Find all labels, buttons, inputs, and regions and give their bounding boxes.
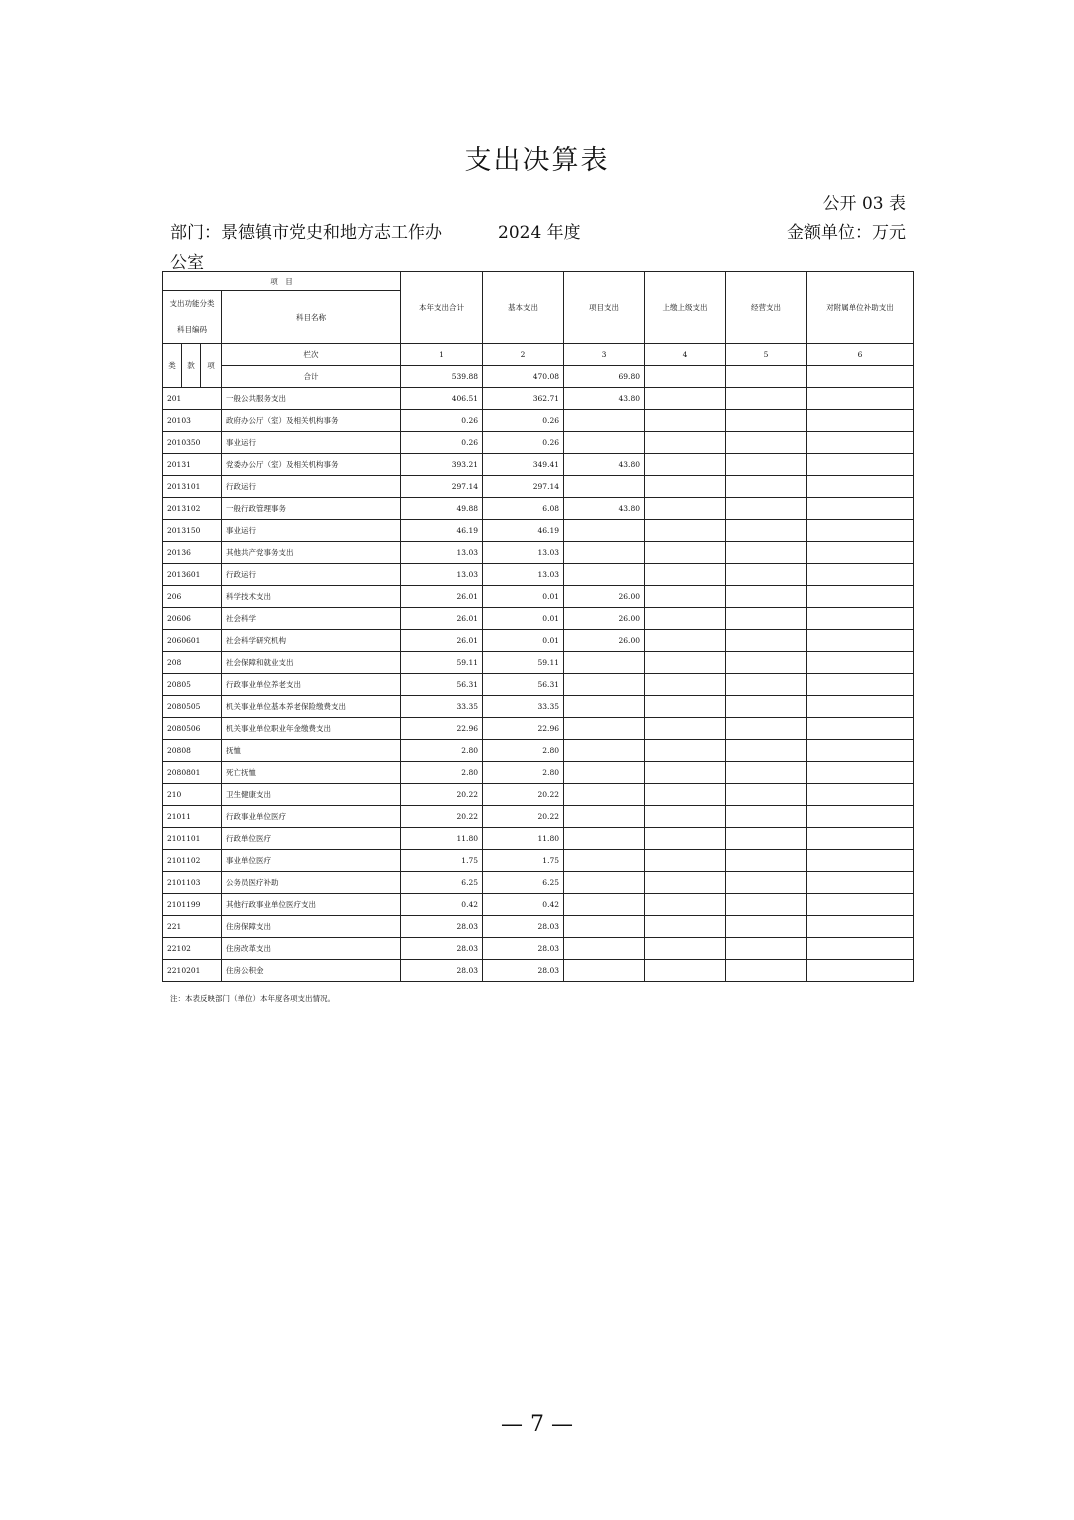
row-subsidy <box>807 410 914 432</box>
col-num: 1 <box>401 344 483 366</box>
lei-header: 类 <box>163 344 182 388</box>
row-subsidy <box>807 498 914 520</box>
row-business <box>726 872 807 894</box>
col-header-upper: 上缴上级支出 <box>645 272 726 344</box>
row-subsidy <box>807 652 914 674</box>
row-subsidy <box>807 630 914 652</box>
row-subsidy <box>807 586 914 608</box>
row-subject-name: 社会保障和就业支出 <box>222 652 401 674</box>
row-upper <box>645 432 726 454</box>
func-code-header: 支出功能分类科目编码 <box>163 291 222 344</box>
row-subject-name: 社会科学 <box>222 608 401 630</box>
row-business <box>726 674 807 696</box>
row-project <box>564 696 645 718</box>
row-subsidy <box>807 850 914 872</box>
table-row <box>163 652 914 674</box>
row-upper <box>645 564 726 586</box>
row-total: 2.80 <box>401 762 483 784</box>
row-project <box>564 520 645 542</box>
table-row <box>163 542 914 564</box>
table-row <box>163 696 914 718</box>
row-total: 28.03 <box>401 938 483 960</box>
row-subject-name: 一般公共服务支出 <box>222 388 401 410</box>
row-subject-name: 行政运行 <box>222 476 401 498</box>
total-value: 470.08 <box>483 366 564 388</box>
table-row <box>163 916 914 938</box>
row-subsidy <box>807 454 914 476</box>
row-project <box>564 564 645 586</box>
row-business <box>726 542 807 564</box>
row-total: 20.22 <box>401 806 483 828</box>
total-value: 539.88 <box>401 366 483 388</box>
table-row <box>163 938 914 960</box>
row-code: 2080505 <box>163 696 222 718</box>
table-row <box>163 960 914 982</box>
row-subsidy <box>807 762 914 784</box>
row-subject-name: 卫生健康支出 <box>222 784 401 806</box>
row-business <box>726 806 807 828</box>
row-project <box>564 938 645 960</box>
table-row <box>163 850 914 872</box>
row-subject-name: 事业单位医疗 <box>222 850 401 872</box>
row-business <box>726 432 807 454</box>
row-subject-name: 公务员医疗补助 <box>222 872 401 894</box>
row-subject-name: 其他共产党事务支出 <box>222 542 401 564</box>
row-total: 0.26 <box>401 432 483 454</box>
row-project <box>564 828 645 850</box>
table-row <box>163 674 914 696</box>
row-basic: 6.25 <box>483 872 564 894</box>
row-code: 20805 <box>163 674 222 696</box>
row-subject-name: 政府办公厅（室）及相关机构事务 <box>222 410 401 432</box>
row-subsidy <box>807 608 914 630</box>
project-header: 项 目 <box>163 272 401 291</box>
table-row <box>163 828 914 850</box>
row-upper <box>645 806 726 828</box>
row-code: 2210201 <box>163 960 222 982</box>
row-upper <box>645 784 726 806</box>
row-upper <box>645 916 726 938</box>
total-value <box>726 366 807 388</box>
row-total: 13.03 <box>401 542 483 564</box>
row-business <box>726 938 807 960</box>
row-total: 2.80 <box>401 740 483 762</box>
row-code: 210 <box>163 784 222 806</box>
row-subject-name: 住房改革支出 <box>222 938 401 960</box>
row-business <box>726 740 807 762</box>
row-business <box>726 410 807 432</box>
table-row <box>163 806 914 828</box>
row-business <box>726 630 807 652</box>
col-num: 6 <box>807 344 914 366</box>
row-business <box>726 960 807 982</box>
row-basic: 20.22 <box>483 806 564 828</box>
row-subject-name: 抚恤 <box>222 740 401 762</box>
row-total: 297.14 <box>401 476 483 498</box>
row-total: 59.11 <box>401 652 483 674</box>
table-row <box>163 586 914 608</box>
row-total: 6.25 <box>401 872 483 894</box>
row-code: 2080801 <box>163 762 222 784</box>
row-business <box>726 454 807 476</box>
row-code: 2010350 <box>163 432 222 454</box>
row-basic: 0.26 <box>483 432 564 454</box>
row-basic: 2.80 <box>483 762 564 784</box>
row-project <box>564 960 645 982</box>
row-project <box>564 872 645 894</box>
fiscal-year: 2024 年度 <box>498 223 581 243</box>
row-basic: 28.03 <box>483 916 564 938</box>
row-basic: 13.03 <box>483 542 564 564</box>
row-basic: 6.08 <box>483 498 564 520</box>
form-number: 公开 03 表 <box>822 194 906 214</box>
row-subject-name: 党委办公厅（室）及相关机构事务 <box>222 454 401 476</box>
row-upper <box>645 630 726 652</box>
row-business <box>726 894 807 916</box>
row-project: 43.80 <box>564 388 645 410</box>
total-value <box>807 366 914 388</box>
row-basic: 33.35 <box>483 696 564 718</box>
row-total: 1.75 <box>401 850 483 872</box>
row-subsidy <box>807 938 914 960</box>
row-code: 2101101 <box>163 828 222 850</box>
row-upper <box>645 388 726 410</box>
col-num: 2 <box>483 344 564 366</box>
row-code: 2013101 <box>163 476 222 498</box>
row-subsidy <box>807 784 914 806</box>
row-subsidy <box>807 960 914 982</box>
kuan-header: 款 <box>182 344 201 388</box>
row-business <box>726 388 807 410</box>
row-business <box>726 696 807 718</box>
row-upper <box>645 652 726 674</box>
row-basic: 0.01 <box>483 608 564 630</box>
row-total: 406.51 <box>401 388 483 410</box>
row-total: 0.26 <box>401 410 483 432</box>
row-subsidy <box>807 476 914 498</box>
table-row <box>163 454 914 476</box>
row-upper <box>645 520 726 542</box>
row-total: 26.01 <box>401 608 483 630</box>
row-basic: 22.96 <box>483 718 564 740</box>
row-upper <box>645 872 726 894</box>
row-basic: 20.22 <box>483 784 564 806</box>
row-subsidy <box>807 828 914 850</box>
row-subsidy <box>807 542 914 564</box>
row-basic: 0.01 <box>483 586 564 608</box>
table-row <box>163 740 914 762</box>
row-subject-name: 行政事业单位医疗 <box>222 806 401 828</box>
row-project <box>564 652 645 674</box>
row-upper <box>645 410 726 432</box>
table-row <box>163 872 914 894</box>
row-total: 28.03 <box>401 960 483 982</box>
row-project <box>564 674 645 696</box>
row-code: 206 <box>163 586 222 608</box>
row-upper <box>645 762 726 784</box>
row-code: 2060601 <box>163 630 222 652</box>
row-upper <box>645 960 726 982</box>
row-business <box>726 498 807 520</box>
row-business <box>726 652 807 674</box>
row-code: 20808 <box>163 740 222 762</box>
row-total: 26.01 <box>401 630 483 652</box>
row-subject-name: 机关事业单位职业年金缴费支出 <box>222 718 401 740</box>
table-row <box>163 718 914 740</box>
row-total: 22.96 <box>401 718 483 740</box>
row-subject-name: 行政运行 <box>222 564 401 586</box>
row-business <box>726 916 807 938</box>
col-num: 5 <box>726 344 807 366</box>
row-subsidy <box>807 696 914 718</box>
row-business <box>726 564 807 586</box>
department-label: 部门：景德镇市党史和地方志工作办公室 <box>170 223 442 273</box>
row-basic: 11.80 <box>483 828 564 850</box>
row-subject-name: 社会科学研究机构 <box>222 630 401 652</box>
row-project: 26.00 <box>564 608 645 630</box>
row-business <box>726 520 807 542</box>
row-business <box>726 718 807 740</box>
amount-unit: 金额单位：万元 <box>787 223 906 243</box>
col-header-subsidy: 对附属单位补助支出 <box>807 272 914 344</box>
row-total: 26.01 <box>401 586 483 608</box>
row-business <box>726 784 807 806</box>
row-project <box>564 740 645 762</box>
table-row <box>163 520 914 542</box>
row-upper <box>645 696 726 718</box>
row-basic: 1.75 <box>483 850 564 872</box>
col-header-project: 项目支出 <box>564 272 645 344</box>
table-row <box>163 784 914 806</box>
row-upper <box>645 454 726 476</box>
row-code: 2101199 <box>163 894 222 916</box>
row-code: 2013150 <box>163 520 222 542</box>
row-total: 56.31 <box>401 674 483 696</box>
row-upper <box>645 894 726 916</box>
row-subject-name: 其他行政事业单位医疗支出 <box>222 894 401 916</box>
row-project <box>564 718 645 740</box>
total-value: 69.80 <box>564 366 645 388</box>
row-business <box>726 476 807 498</box>
table-row <box>163 762 914 784</box>
row-total: 393.21 <box>401 454 483 476</box>
row-basic: 0.42 <box>483 894 564 916</box>
col-num: 3 <box>564 344 645 366</box>
col-num: 4 <box>645 344 726 366</box>
row-total: 20.22 <box>401 784 483 806</box>
row-subject-name: 机关事业单位基本养老保险缴费支出 <box>222 696 401 718</box>
row-total: 0.42 <box>401 894 483 916</box>
row-code: 208 <box>163 652 222 674</box>
row-subsidy <box>807 432 914 454</box>
row-basic: 349.41 <box>483 454 564 476</box>
row-project <box>564 410 645 432</box>
row-basic: 46.19 <box>483 520 564 542</box>
row-upper <box>645 938 726 960</box>
row-code: 22102 <box>163 938 222 960</box>
row-upper <box>645 476 726 498</box>
col-header-business: 经营支出 <box>726 272 807 344</box>
row-subsidy <box>807 674 914 696</box>
xiang-header: 项 <box>201 344 222 388</box>
row-project: 43.80 <box>564 454 645 476</box>
row-business <box>726 608 807 630</box>
total-label: 合计 <box>222 366 401 388</box>
row-subject-name: 事业运行 <box>222 432 401 454</box>
row-code: 21011 <box>163 806 222 828</box>
row-upper <box>645 850 726 872</box>
col-header-basic: 基本支出 <box>483 272 564 344</box>
row-business <box>726 850 807 872</box>
row-project <box>564 850 645 872</box>
row-upper <box>645 674 726 696</box>
row-code: 2101102 <box>163 850 222 872</box>
row-basic: 0.26 <box>483 410 564 432</box>
row-code: 2013601 <box>163 564 222 586</box>
row-project <box>564 432 645 454</box>
row-total: 33.35 <box>401 696 483 718</box>
row-total: 49.88 <box>401 498 483 520</box>
page-number: — 7 — <box>501 1412 573 1437</box>
row-total: 13.03 <box>401 564 483 586</box>
row-code: 20606 <box>163 608 222 630</box>
row-subsidy <box>807 740 914 762</box>
row-project <box>564 476 645 498</box>
row-basic: 28.03 <box>483 960 564 982</box>
row-business <box>726 828 807 850</box>
row-project: 26.00 <box>564 586 645 608</box>
row-upper <box>645 542 726 564</box>
row-upper <box>645 828 726 850</box>
row-subsidy <box>807 916 914 938</box>
row-code: 20131 <box>163 454 222 476</box>
total-value <box>645 366 726 388</box>
row-subject-name: 行政事业单位养老支出 <box>222 674 401 696</box>
table-row <box>163 608 914 630</box>
row-project: 26.00 <box>564 630 645 652</box>
table-row <box>163 476 914 498</box>
row-subject-name: 一般行政管理事务 <box>222 498 401 520</box>
table-row <box>163 630 914 652</box>
row-subsidy <box>807 520 914 542</box>
row-code: 221 <box>163 916 222 938</box>
row-upper <box>645 718 726 740</box>
row-code: 201 <box>163 388 222 410</box>
row-project <box>564 916 645 938</box>
row-project <box>564 762 645 784</box>
row-project <box>564 806 645 828</box>
row-basic: 2.80 <box>483 740 564 762</box>
row-upper <box>645 608 726 630</box>
row-upper <box>645 586 726 608</box>
row-project: 43.80 <box>564 498 645 520</box>
row-total: 28.03 <box>401 916 483 938</box>
row-total: 46.19 <box>401 520 483 542</box>
row-basic: 362.71 <box>483 388 564 410</box>
row-business <box>726 762 807 784</box>
table-row <box>163 410 914 432</box>
row-code: 2101103 <box>163 872 222 894</box>
row-total: 11.80 <box>401 828 483 850</box>
row-subject-name: 科学技术支出 <box>222 586 401 608</box>
row-code: 2013102 <box>163 498 222 520</box>
row-code: 20103 <box>163 410 222 432</box>
row-subsidy <box>807 872 914 894</box>
table-row <box>163 388 914 410</box>
row-upper <box>645 498 726 520</box>
row-project <box>564 784 645 806</box>
row-upper <box>645 740 726 762</box>
row-project <box>564 894 645 916</box>
row-subject-name: 事业运行 <box>222 520 401 542</box>
row-business <box>726 586 807 608</box>
row-subsidy <box>807 564 914 586</box>
row-subsidy <box>807 894 914 916</box>
col-header-total: 本年支出合计 <box>401 272 483 344</box>
subject-name-header: 科目名称 <box>222 291 401 344</box>
row-subsidy <box>807 388 914 410</box>
table-row <box>163 498 914 520</box>
expenditure-table <box>162 271 914 982</box>
row-basic: 59.11 <box>483 652 564 674</box>
row-subsidy <box>807 718 914 740</box>
row-project <box>564 542 645 564</box>
table-row <box>163 564 914 586</box>
row-subject-name: 行政单位医疗 <box>222 828 401 850</box>
table-note: 注：本表反映部门（单位）本年度各项支出情况。 <box>170 994 335 1003</box>
page-title: 支出决算表 <box>464 145 610 176</box>
table-row <box>163 894 914 916</box>
row-subject-name: 死亡抚恤 <box>222 762 401 784</box>
row-subject-name: 住房保障支出 <box>222 916 401 938</box>
row-code: 2080506 <box>163 718 222 740</box>
row-basic: 56.31 <box>483 674 564 696</box>
table-row <box>163 432 914 454</box>
row-basic: 13.03 <box>483 564 564 586</box>
row-basic: 28.03 <box>483 938 564 960</box>
row-code: 20136 <box>163 542 222 564</box>
row-basic: 297.14 <box>483 476 564 498</box>
lanci-label: 栏次 <box>222 344 401 366</box>
row-subsidy <box>807 806 914 828</box>
row-basic: 0.01 <box>483 630 564 652</box>
row-subject-name: 住房公积金 <box>222 960 401 982</box>
